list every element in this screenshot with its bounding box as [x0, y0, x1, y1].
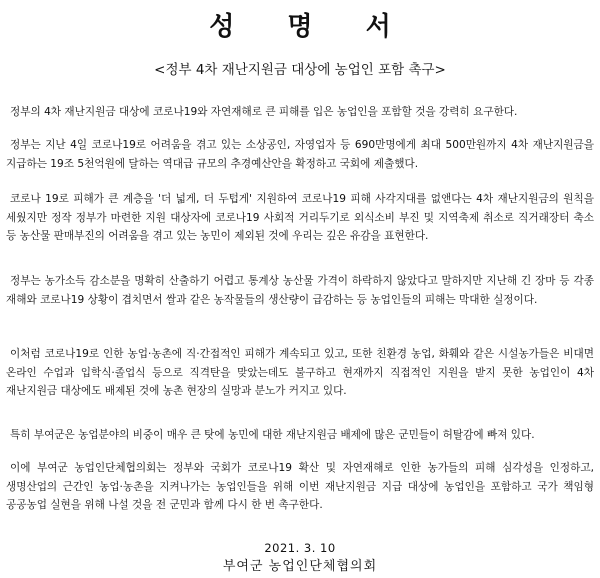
- document-signer: 부여군 농업인단체협의회: [222, 559, 378, 574]
- paragraph-4: 정부는 농가소득 감소분을 명확히 산출하기 어렵고 통계상 농산물 가격이 하락하지 않았다고 말하지만 지난해 긴 장마 등 각종 재해와 코로나19 상황이 겹치면서 쌀과 같은 농작물들의 생산량이 급감하는 등 농업인들의 피해는 막대한 실정이다.: [6, 275, 594, 306]
- paragraph-1: 정부의 4차 재난지원금 대상에 코로나19와 자연재해로 큰 피해를 입은 농업인을 포함할 것을 강력히 요구한다.: [10, 106, 518, 118]
- document-date: 2021. 3. 10: [264, 541, 336, 555]
- paragraph-6: 특히 부여군은 농업분야의 비중이 매우 큰 탓에 농민에 대한 재난지원금 배제에 많은 군민들이 허탈감에 빠져 있다.: [10, 429, 535, 441]
- paragraph-3: 코로나 19로 피해가 큰 계층을 '더 넓게, 더 두텁게' 지원하여 코로나19 피해 사각지대를 없앤다는 4차 재난지원금의 원칙을 세웠지만 정작 정부가 마련한 지원 대상자에 코로나19 사회적 거리두기로 외식소비 부진 및 지역축제 취소로 직거래장터 축소 등 농산물 판매부진의 어려움을 겪고 있는 농민이 제외된 것에 우리는 깊은 유감을 표현한다.: [6, 193, 594, 243]
- paragraph-2: 정부는 지난 4일 코로나19로 어려움을 겪고 있는 소상공인, 자영업자 등 690만명에게 최대 500만원까지 4차 재난지원금을 지급하는 19조 5천억원에 달하는 역대급 규모의 추경예산안을 확정하고 국회에 제출했다.: [6, 139, 594, 170]
- document-title: 성 명 서: [209, 12, 413, 42]
- paragraph-5: 이처럼 코로나19로 인한 농업·농촌에 직·간접적인 피해가 계속되고 있고, 또한 친환경 농업, 화훼와 같은 시설농가들은 비대면 온라인 수업과 입학식·졸업식 등으로 직격탄을 맞았는데도 불구하고 현재까지 직접적인 지원을 받지 못한 농업인이 4차 재난지원금 대상에도 배제된 것에 농촌 현장의 실망과 분노가 커지고 있다.: [6, 348, 594, 398]
- document-subtitle: <정부 4차 재난지원금 대상에 농업인 포함 촉구>: [154, 62, 446, 78]
- paragraph-7: 이에 부여군 농업인단체협의회는 정부와 국회가 코로나19 확산 및 자연재해로 인한 농가들의 피해 심각성을 인정하고, 생명산업의 근간인 농업·농촌을 지켜나가는 농업인들을 위해 이번 재난지원금 지급 대상에 농업인을 포함하고 국가 책임형 공공농업 실현을 위해 나설 것을 전 군민과 함께 다시 한 번 촉구한다.: [6, 462, 594, 512]
